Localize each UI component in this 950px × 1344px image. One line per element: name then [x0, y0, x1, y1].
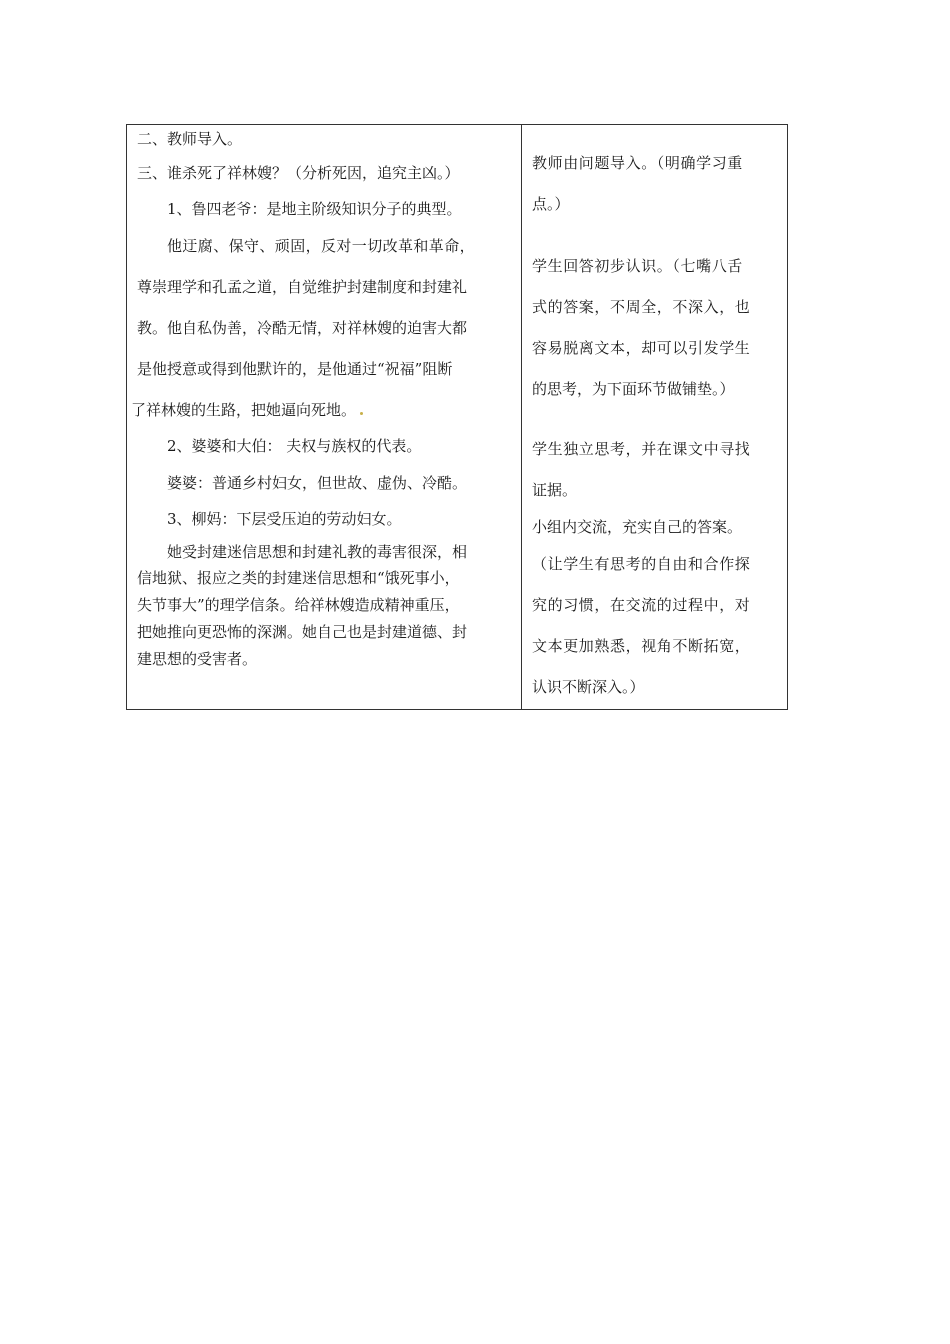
text-line: 失节事大”的理学信条。给祥林嫂造成精神重压， [137, 596, 460, 614]
text-line: 教。他自私伪善，冷酷无情，对祥林嫂的迫害大都 [137, 319, 468, 337]
text-line: 教师由问题导入。（明确学习重 [532, 154, 743, 172]
text-line: 婆婆：普通乡村妇女，但世故、虚伪、冷酷。 [167, 474, 468, 492]
content-column [127, 125, 522, 709]
text-line: 的思考，为下面环节做铺垫。） [532, 380, 735, 398]
text-line: 信地狱、报应之类的封建迷信思想和“饿死事小， [137, 569, 460, 587]
text-line: 容易脱离文本，却可以引发学生 [532, 339, 751, 357]
text-line: 二、教师导入。 [137, 130, 243, 148]
text-line: 学生独立思考，并在课文中寻找 [532, 440, 751, 458]
text-line: 究的习惯，在交流的过程中，对 [532, 596, 751, 614]
text-line: 把她推向更恐怖的深渊。她自己也是封建道德、封 [137, 623, 468, 641]
text-line: 认识不断深入。） [532, 678, 645, 696]
text-line: 式的答案，不周全，不深入，也 [532, 298, 751, 316]
notes-column [522, 125, 787, 709]
text-line: 她受封建迷信思想和封建礼教的毒害很深，相 [167, 543, 468, 561]
text-line: 建思想的受害者。 [137, 650, 258, 668]
lesson-table [126, 124, 788, 710]
text-line: 尊崇理学和孔孟之道，自觉维护封建制度和封建礼 [137, 278, 468, 296]
text-line: 证据。 [532, 481, 578, 499]
text-line: 2、婆婆和大伯： 夫权与族权的代表。 [167, 437, 422, 455]
text-line: 小组内交流，充实自己的答案。 [532, 518, 743, 536]
text-line: 是他授意或得到他默许的，是他通过“祝福”阻断 [137, 360, 453, 378]
text-line: 文本更加熟悉，视角不断拓宽， [532, 637, 751, 655]
text-line-content: 了祥林嫂的生路，把她逼向死地。 [131, 401, 357, 419]
text-line: （让学生有思考的自由和合作探 [532, 555, 751, 573]
text-line: 三、谁杀死了祥林嫂？（分析死因，追究主凶。） [137, 164, 460, 182]
text-line: 3、柳妈：下层受压迫的劳动妇女。 [167, 510, 402, 528]
text-line: 他迂腐、保守、顽固，反对一切改革和革命， [167, 237, 476, 255]
text-line: 1、鲁四老爷：是地主阶级知识分子的典型。 [167, 200, 462, 218]
mark-dot [360, 412, 363, 415]
text-line: 点。） [532, 195, 570, 213]
text-line: 学生回答初步认识。（七嘴八舌 [532, 257, 743, 275]
text-line [131, 400, 363, 420]
